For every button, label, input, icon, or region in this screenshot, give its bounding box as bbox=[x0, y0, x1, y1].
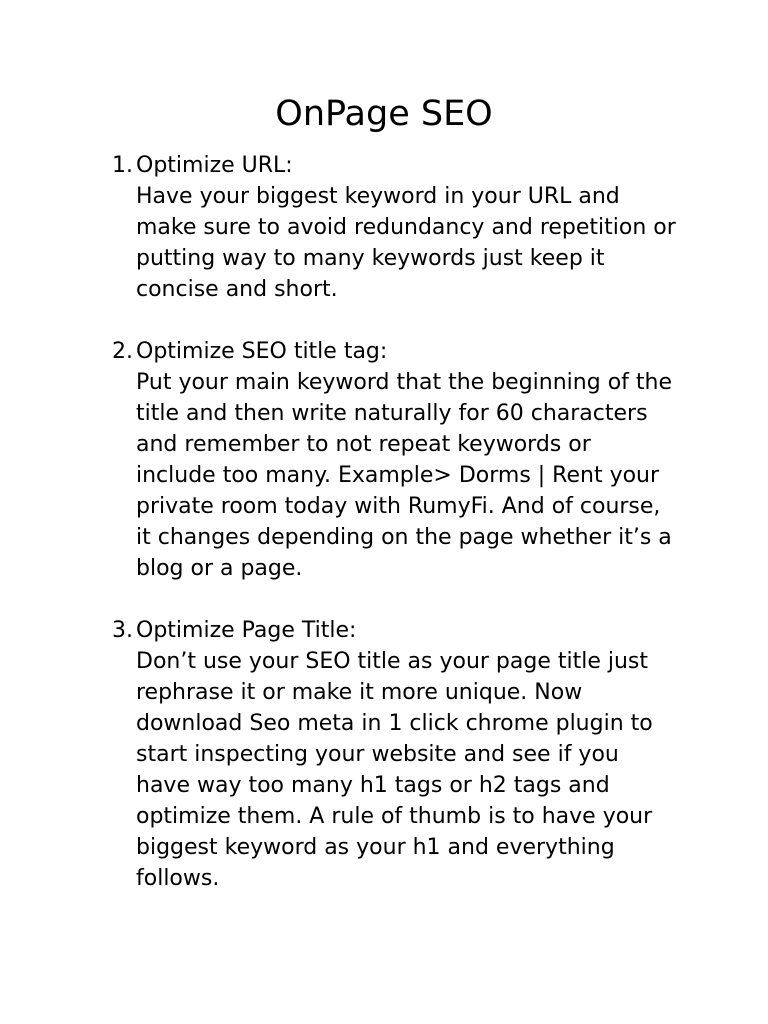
list-item-number: 3. bbox=[112, 618, 133, 643]
list-item-optimize-page-title bbox=[112, 615, 692, 894]
list-item-text: Have your biggest keyword in your URL and make sure to avoid redundancy and repetition or putting way to many keywords just keep it concise and short. bbox=[136, 184, 676, 302]
seo-steps-list bbox=[112, 150, 692, 925]
list-item-heading: Optimize Page Title: bbox=[136, 618, 357, 643]
list-item-text: Put your main keyword that the beginning of the title and then write naturally for 60 characters and remember to not repeat keywords or include too many. Example> Dorms | Rent your private room today with RumyFi. And of course, it changes depending on the page whether it’s a blog or a page. bbox=[136, 370, 672, 581]
list-item-heading: Optimize SEO title tag: bbox=[136, 339, 388, 364]
list-item-optimize-url bbox=[112, 150, 692, 305]
list-item-heading: Optimize URL: bbox=[136, 153, 293, 178]
list-item-optimize-seo-title-tag bbox=[112, 336, 692, 584]
document-title: OnPage SEO bbox=[275, 94, 493, 134]
list-item-number: 2. bbox=[112, 339, 133, 364]
list-item-text: Don’t use your SEO title as your page title just rephrase it or make it more unique. Now download Seo meta in 1 click chrome plugin to start inspecting your website and see if you have way too many h1 tags or h2 tags and optimize them. A rule of thumb is to have your biggest keyword as your h1 and everything follows. bbox=[136, 649, 653, 891]
list-item-number: 1. bbox=[112, 153, 133, 178]
